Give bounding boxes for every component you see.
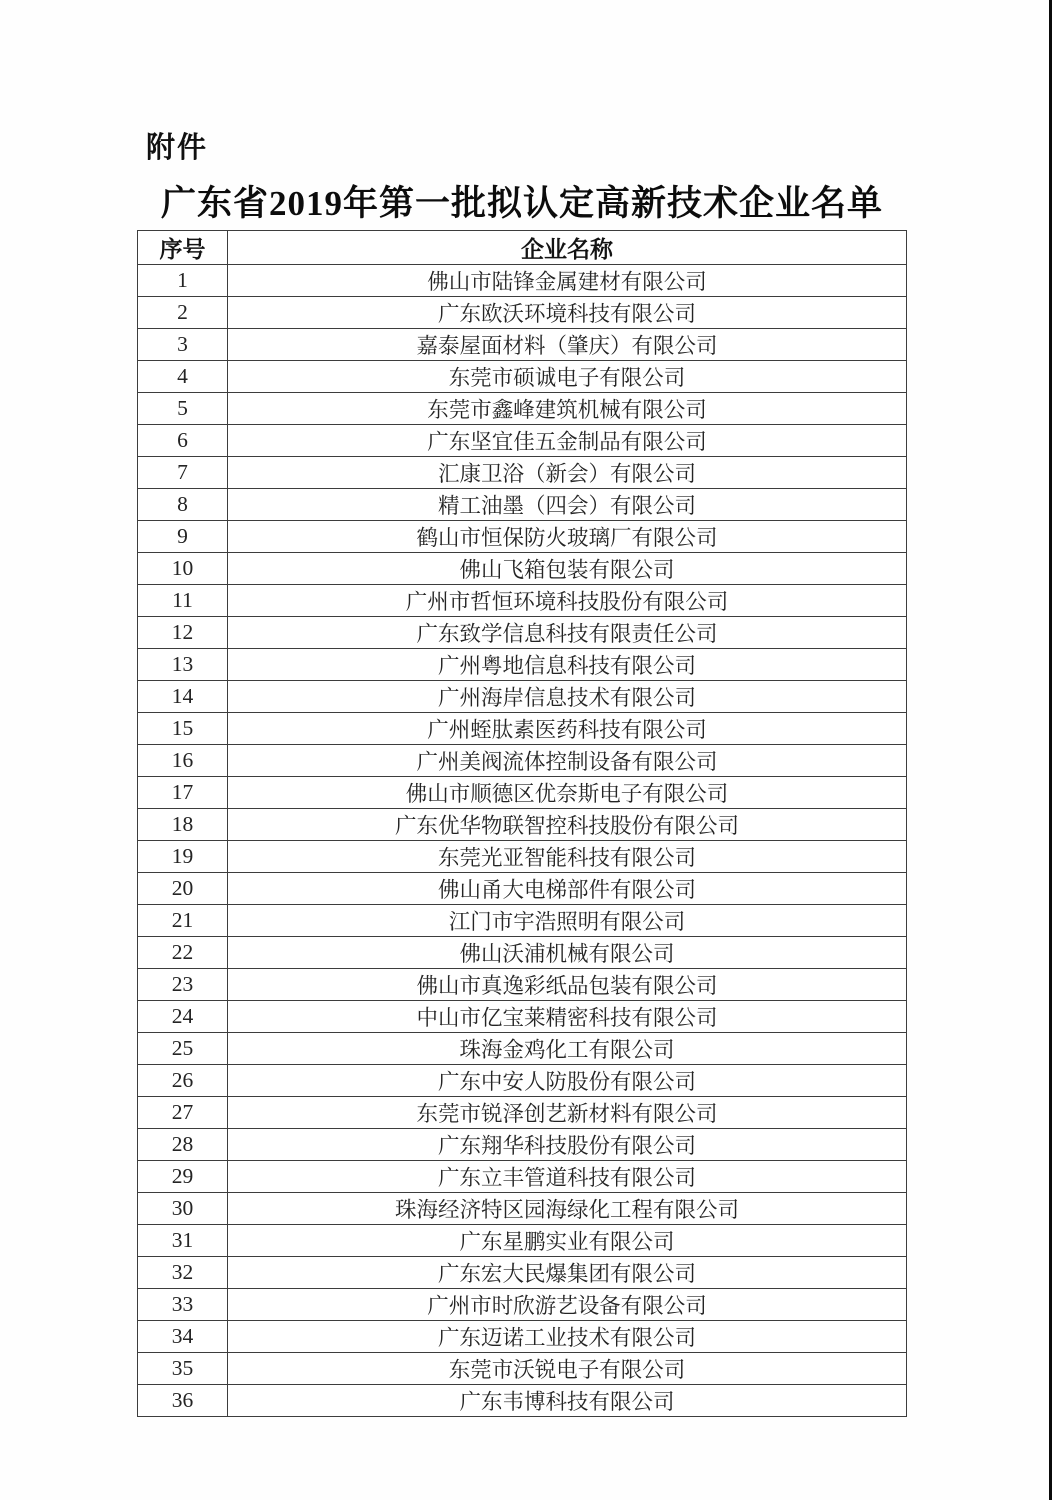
company-name: 东莞市沃锐电子有限公司 xyxy=(228,1353,907,1385)
table-row xyxy=(138,265,907,297)
row-number: 7 xyxy=(138,457,228,489)
company-name: 东莞市硕诚电子有限公司 xyxy=(228,361,907,393)
row-number: 13 xyxy=(138,649,228,681)
row-number: 19 xyxy=(138,841,228,873)
company-name: 佛山市真逸彩纸品包装有限公司 xyxy=(228,969,907,1001)
row-number: 15 xyxy=(138,713,228,745)
attachment-label: 附件 xyxy=(146,132,209,164)
row-number: 18 xyxy=(138,809,228,841)
header-company-name: 企业名称 xyxy=(228,231,907,265)
company-name: 佛山市陆锋金属建材有限公司 xyxy=(228,265,907,297)
table-row xyxy=(138,1033,907,1065)
row-number: 31 xyxy=(138,1225,228,1257)
row-number: 24 xyxy=(138,1001,228,1033)
company-name: 鹤山市恒保防火玻璃厂有限公司 xyxy=(228,521,907,553)
company-name: 嘉泰屋面材料（肇庆）有限公司 xyxy=(228,329,907,361)
row-number: 30 xyxy=(138,1193,228,1225)
table-row xyxy=(138,1353,907,1385)
company-name: 广州市哲恒环境科技股份有限公司 xyxy=(228,585,907,617)
table-row xyxy=(138,1225,907,1257)
row-number: 2 xyxy=(138,297,228,329)
table-row xyxy=(138,905,907,937)
company-table-body xyxy=(138,265,907,1417)
row-number: 36 xyxy=(138,1385,228,1417)
row-number: 9 xyxy=(138,521,228,553)
page-title: 广东省2019年第一批拟认定高新技术企业名单 xyxy=(160,184,883,223)
company-name: 广东宏大民爆集团有限公司 xyxy=(228,1257,907,1289)
company-name: 广东翔华科技股份有限公司 xyxy=(228,1129,907,1161)
row-number: 5 xyxy=(138,393,228,425)
row-number: 34 xyxy=(138,1321,228,1353)
table-row xyxy=(138,681,907,713)
row-number: 23 xyxy=(138,969,228,1001)
company-name: 广州市时欣游艺设备有限公司 xyxy=(228,1289,907,1321)
company-name: 广东坚宜佳五金制品有限公司 xyxy=(228,425,907,457)
row-number: 16 xyxy=(138,745,228,777)
table-header-row xyxy=(138,231,907,265)
row-number: 1 xyxy=(138,265,228,297)
table-row xyxy=(138,1001,907,1033)
row-number: 12 xyxy=(138,617,228,649)
table-row xyxy=(138,873,907,905)
table-row xyxy=(138,1321,907,1353)
table-row xyxy=(138,361,907,393)
row-number: 29 xyxy=(138,1161,228,1193)
table-row xyxy=(138,809,907,841)
row-number: 35 xyxy=(138,1353,228,1385)
company-name: 珠海经济特区园海绿化工程有限公司 xyxy=(228,1193,907,1225)
row-number: 10 xyxy=(138,553,228,585)
row-number: 17 xyxy=(138,777,228,809)
row-number: 25 xyxy=(138,1033,228,1065)
table-row xyxy=(138,777,907,809)
row-number: 11 xyxy=(138,585,228,617)
company-table xyxy=(137,230,907,1417)
company-name: 东莞市鑫峰建筑机械有限公司 xyxy=(228,393,907,425)
table-row xyxy=(138,1385,907,1417)
row-number: 22 xyxy=(138,937,228,969)
company-name: 精工油墨（四会）有限公司 xyxy=(228,489,907,521)
company-name: 汇康卫浴（新会）有限公司 xyxy=(228,457,907,489)
company-name: 东莞光亚智能科技有限公司 xyxy=(228,841,907,873)
row-number: 20 xyxy=(138,873,228,905)
company-name: 佛山飞箱包装有限公司 xyxy=(228,553,907,585)
company-name: 广东中安人防股份有限公司 xyxy=(228,1065,907,1097)
row-number: 28 xyxy=(138,1129,228,1161)
table-row xyxy=(138,1289,907,1321)
company-name: 广州美阀流体控制设备有限公司 xyxy=(228,745,907,777)
row-number: 27 xyxy=(138,1097,228,1129)
company-name: 广东致学信息科技有限责任公司 xyxy=(228,617,907,649)
table-row xyxy=(138,713,907,745)
table-row xyxy=(138,425,907,457)
row-number: 4 xyxy=(138,361,228,393)
table-row xyxy=(138,937,907,969)
row-number: 32 xyxy=(138,1257,228,1289)
table-row xyxy=(138,649,907,681)
table-row xyxy=(138,553,907,585)
company-name: 江门市宇浩照明有限公司 xyxy=(228,905,907,937)
table-row xyxy=(138,1161,907,1193)
table-row xyxy=(138,745,907,777)
company-name: 东莞市锐泽创艺新材料有限公司 xyxy=(228,1097,907,1129)
table-row xyxy=(138,489,907,521)
company-name: 广东立丰管道科技有限公司 xyxy=(228,1161,907,1193)
company-name: 广东迈诺工业技术有限公司 xyxy=(228,1321,907,1353)
header-serial-number: 序号 xyxy=(138,231,228,265)
row-number: 14 xyxy=(138,681,228,713)
company-name: 佛山沃浦机械有限公司 xyxy=(228,937,907,969)
company-name: 广东韦博科技有限公司 xyxy=(228,1385,907,1417)
table-row xyxy=(138,1129,907,1161)
row-number: 33 xyxy=(138,1289,228,1321)
table-row xyxy=(138,1097,907,1129)
company-name: 广东星鹏实业有限公司 xyxy=(228,1225,907,1257)
row-number: 3 xyxy=(138,329,228,361)
table-row xyxy=(138,617,907,649)
table-row xyxy=(138,297,907,329)
table-row xyxy=(138,329,907,361)
table-row xyxy=(138,969,907,1001)
table-row xyxy=(138,1257,907,1289)
company-name: 佛山甬大电梯部件有限公司 xyxy=(228,873,907,905)
table-row xyxy=(138,841,907,873)
company-name: 佛山市顺德区优奈斯电子有限公司 xyxy=(228,777,907,809)
table-row xyxy=(138,457,907,489)
company-name: 广州蛭肽素医药科技有限公司 xyxy=(228,713,907,745)
table-row xyxy=(138,1193,907,1225)
table-row xyxy=(138,1065,907,1097)
row-number: 21 xyxy=(138,905,228,937)
company-name: 广州粤地信息科技有限公司 xyxy=(228,649,907,681)
row-number: 26 xyxy=(138,1065,228,1097)
table-row xyxy=(138,521,907,553)
company-name: 广东优华物联智控科技股份有限公司 xyxy=(228,809,907,841)
company-name: 广东欧沃环境科技有限公司 xyxy=(228,297,907,329)
row-number: 8 xyxy=(138,489,228,521)
company-name: 广州海岸信息技术有限公司 xyxy=(228,681,907,713)
row-number: 6 xyxy=(138,425,228,457)
table-row xyxy=(138,585,907,617)
company-name: 珠海金鸡化工有限公司 xyxy=(228,1033,907,1065)
table-row xyxy=(138,393,907,425)
company-name: 中山市亿宝莱精密科技有限公司 xyxy=(228,1001,907,1033)
